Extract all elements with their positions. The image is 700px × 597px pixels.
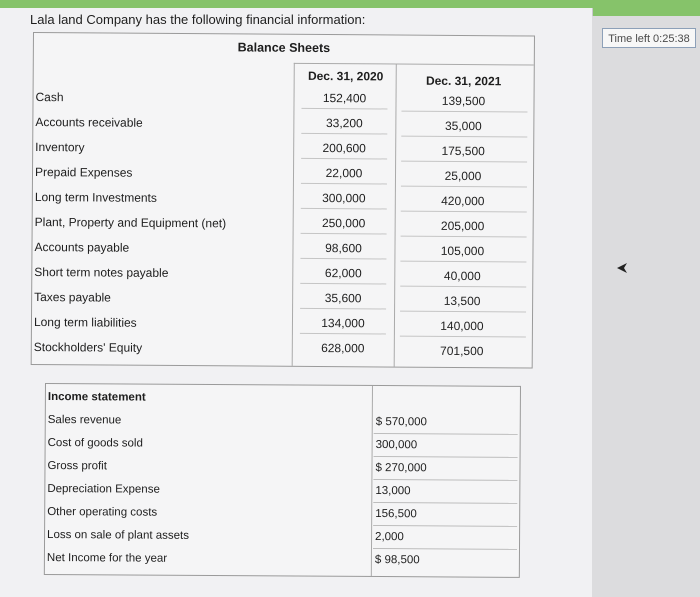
column-header-2020: Dec. 31, 2020 (307, 68, 384, 84)
row-label: Inventory (35, 140, 85, 155)
row-label: Taxes payable (34, 290, 111, 305)
table-row (46, 432, 520, 458)
table-row (32, 235, 532, 263)
time-left-indicator: Time left 0:25:38 (602, 28, 696, 48)
table-row (33, 210, 533, 238)
value-2020: 35,600 (324, 291, 362, 306)
table-row (45, 524, 519, 550)
value-2021: 140,000 (440, 318, 484, 334)
income-statement-heading: Income statement (47, 391, 146, 404)
row-value: $ 98,500 (374, 554, 420, 567)
balance-sheet-table (31, 32, 535, 368)
table-row (32, 260, 532, 288)
table-row (32, 310, 532, 338)
row-label: Gross profit (47, 460, 107, 473)
side-panel (592, 16, 700, 597)
row-label: Long term Investments (34, 190, 157, 205)
page-title: Lala land Company has the following financial information: (30, 12, 366, 27)
table-row (33, 160, 533, 188)
value-2021: 175,500 (441, 143, 485, 159)
balance-sheet-heading: Balance Sheets (237, 40, 331, 56)
value-2020: 22,000 (325, 166, 363, 181)
value-2021: 205,000 (440, 218, 485, 234)
row-label: Other operating costs (47, 506, 158, 519)
row-label: Sales revenue (47, 414, 122, 427)
row-value: 156,500 (375, 508, 417, 521)
value-2020: 98,600 (325, 241, 362, 256)
value-2020: 152,400 (322, 91, 367, 106)
row-label: Depreciation Expense (47, 483, 160, 496)
row-label: Short term notes payable (34, 265, 169, 280)
value-2021: 13,500 (443, 293, 481, 309)
table-header-row (46, 386, 520, 412)
table-row (33, 135, 533, 163)
value-2020: 134,000 (321, 316, 365, 331)
row-value: 13,000 (375, 485, 411, 498)
row-label: Accounts payable (34, 240, 130, 255)
table-row (33, 185, 533, 213)
row-value: $ 570,000 (375, 416, 427, 429)
value-2021: 40,000 (443, 268, 481, 284)
table-row (32, 285, 532, 313)
value-2020: 250,000 (321, 216, 366, 231)
value-2020: 628,000 (321, 341, 365, 356)
income-statement-table (44, 383, 521, 578)
value-2021: 35,000 (444, 118, 482, 134)
row-label: Prepaid Expenses (34, 165, 133, 180)
table-row (32, 335, 532, 363)
row-label: Plant, Property and Equipment (net) (34, 215, 227, 231)
row-value: 300,000 (375, 439, 418, 452)
value-2020: 200,600 (322, 141, 366, 156)
row-label: Accounts receivable (35, 115, 143, 130)
mouse-cursor-icon (616, 262, 628, 274)
value-2020: 62,000 (324, 266, 362, 281)
table-row (45, 478, 519, 504)
table-row (33, 85, 533, 113)
row-label: Net Income for the year (46, 552, 168, 565)
value-2021: 139,500 (441, 93, 486, 109)
table-row (45, 501, 519, 527)
row-value: 2,000 (375, 531, 404, 544)
row-label: Long term liabilities (33, 315, 137, 330)
value-2020: 33,200 (325, 116, 363, 131)
table-row (33, 110, 533, 138)
value-2020: 300,000 (322, 191, 366, 206)
column-header-2021: Dec. 31, 2021 (425, 73, 502, 89)
row-label: Cash (35, 90, 64, 105)
row-label: Stockholders' Equity (33, 340, 143, 355)
value-2021: 420,000 (441, 193, 485, 209)
value-2021: 25,000 (444, 168, 482, 184)
table-row (45, 547, 519, 573)
row-label: Cost of goods sold (47, 437, 143, 450)
row-label: Loss on sale of plant assets (47, 529, 190, 542)
value-2021: 105,000 (440, 243, 485, 259)
table-row (46, 409, 520, 435)
row-value: $ 270,000 (375, 462, 427, 475)
value-2021: 701,500 (440, 343, 484, 359)
table-row (45, 455, 519, 481)
